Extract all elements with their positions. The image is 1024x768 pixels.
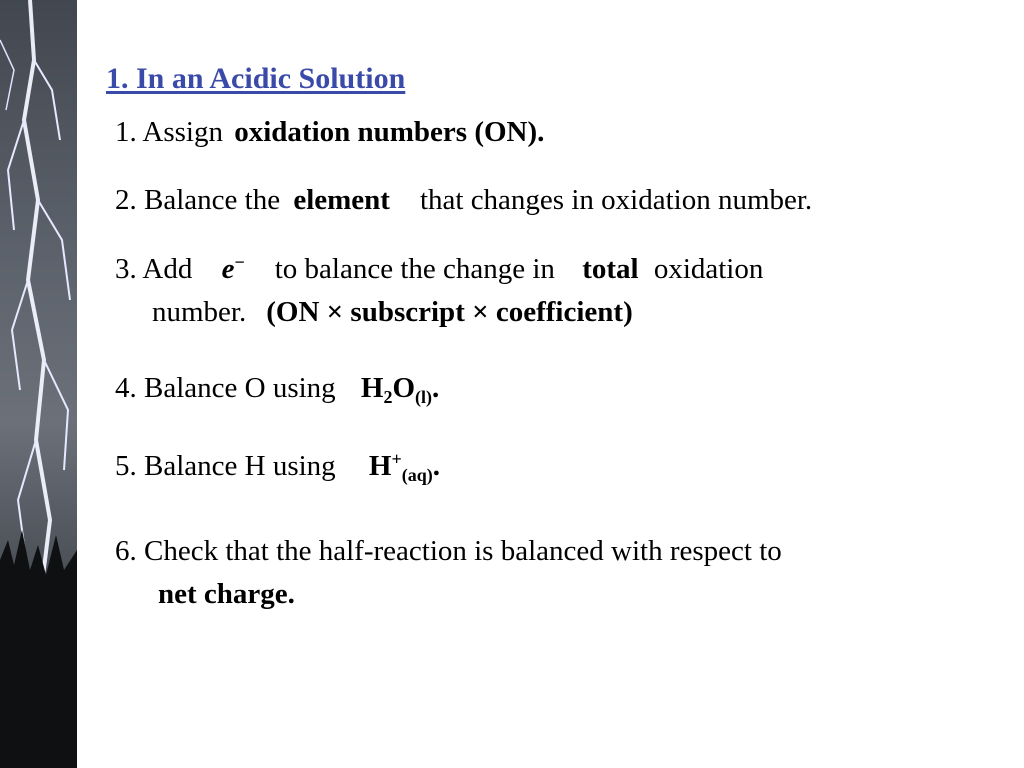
step-1-bold: oxidation numbers (ON). [234,116,545,148]
step-6-line1: 6. Check that the half-reaction is balanced with respect to [115,535,782,567]
step-4-end: . [432,372,440,404]
step-2-text: 2. Balance the [115,184,288,216]
step-3-middle: to balance the change in [274,253,563,285]
water-subscript: 2 [383,387,393,407]
step-3-line2-bold: (ON × subscript × coefficient) [266,296,633,328]
electron-charge: − [234,252,245,272]
sidebar-lightning-image [0,0,77,768]
step-5-end: . [432,450,440,482]
water-h: H [360,372,384,404]
step-4 [115,372,440,407]
proton-state: (aq) [401,465,433,485]
step-3-bold: total [582,253,639,285]
step-2-bold: element [293,184,390,216]
water-o: O [392,372,416,404]
step-3-line1 [115,252,764,285]
step-5-text: 5. Balance H using [115,450,343,482]
step-1-text: 1. Assign [115,116,231,148]
step-3-line2-text: number. [152,296,247,328]
step-2-suffix: that changes in oxidation number. [419,184,813,216]
page-title: 1. In an Acidic Solution [106,62,406,95]
water-state: (l) [415,387,433,407]
step-3-line2 [152,298,633,327]
step-4-text: 4. Balance O using [115,372,343,404]
lightning-photo-icon [0,0,77,768]
step-6-line2: net charge. [158,578,295,610]
step-3-text: 3. Add [115,253,200,285]
step-1 [115,118,544,147]
electron-symbol: e [221,253,235,285]
step-3-suffix: oxidation [646,253,764,285]
step-2 [115,186,812,215]
proton-charge: + [391,449,402,469]
proton-h: H [368,450,392,482]
step-5 [115,449,440,485]
